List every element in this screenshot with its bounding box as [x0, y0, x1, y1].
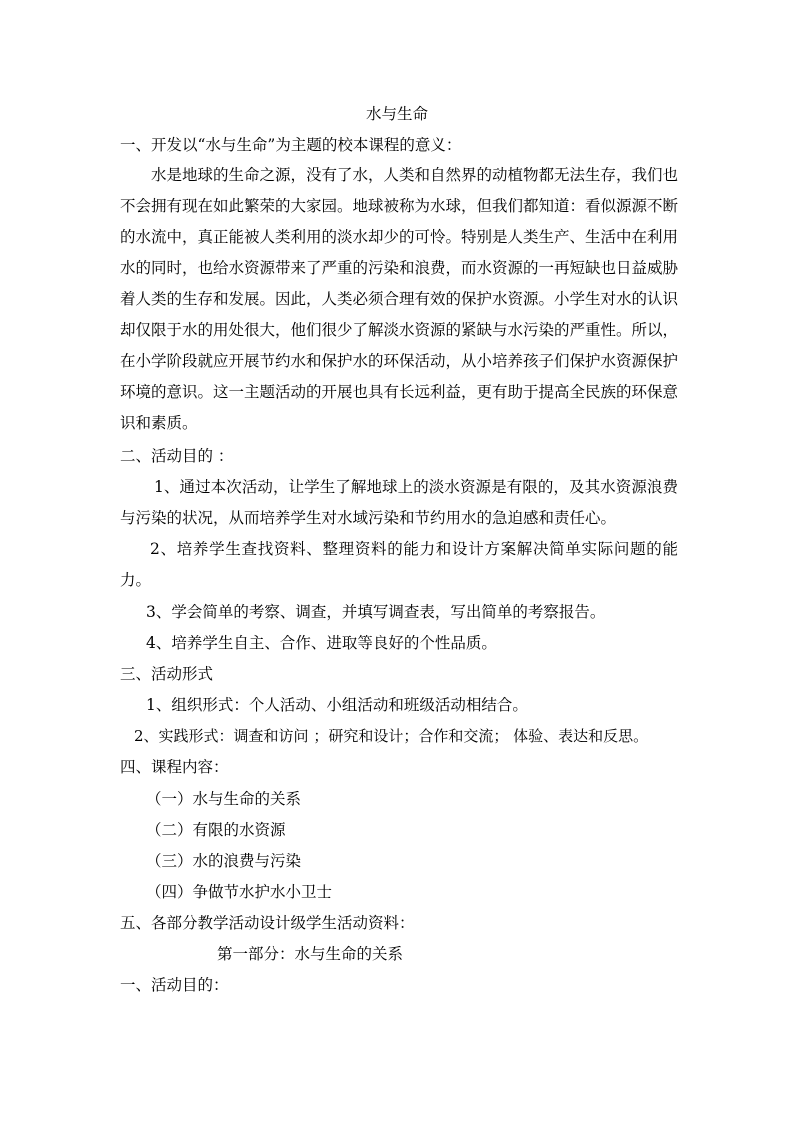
section-1-paragraph: 水是地球的生命之源，没有了水，人类和自然界的动植物都无法生存，我们也不会拥有现在如此繁荣的大家园。地球被称为水球，但我们都知道：看似源源不断的水流中，真正能被人类利用的淡水却少的可怜。特别是人类生产、生活中在利用水的同时，也给水资源带来了严重的污染和浪费，而水资源的一再短缺也日益威胁着人类的生存和发展。因此，人类必须合理有效的保护水资源。小学生对水的认识却仅限于水的用处很大，他们很少了解淡水资源的紧缺与水污染的严重性。所以，在小学阶段就应开展节约水和保护水的环保活动，从小培养孩子们保护水资源保护环境的意识。这一主题活动的开展也具有长远利益，更有助于提高全民族的环保意识和素质。 [120, 166, 679, 432]
section-4-item-2: （二）有限的水资源 [146, 821, 286, 839]
section-5-heading: 五、各部分教学活动设计级学生活动资料： [120, 914, 415, 932]
section-4-item-4: （四）争做节水护水小卫士 [146, 883, 333, 901]
section-4-item-3: （三）水的浪费与污染 [146, 852, 302, 870]
part-1-heading: 一、活动目的： [120, 976, 229, 994]
document-title: 水与生命 [365, 105, 428, 123]
section-2-item-3: 3、学会简单的考察、调查，并填写调查表，写出简单的考察报告。 [146, 603, 606, 621]
section-2-item-4: 4、培养学生自主、合作、进取等良好的个性品质。 [146, 634, 497, 652]
section-3-heading: 三、活动形式 [120, 665, 214, 683]
section-3-item-1: 1、组织形式：个人活动、小组活动和班级活动相结合。 [146, 696, 528, 714]
section-2-item-2: 2、培养学生查找资料、整理资料的能力和设计方案解决简单实际问题的能力。 [120, 540, 678, 589]
section-4-item-1: （一）水与生命的关系 [146, 790, 302, 808]
section-3-item-2: 2、实践形式：调查和访问 ；研究和设计；合作和交流； 体验、表达和反思。 [134, 727, 649, 745]
section-4-heading: 四、课程内容： [120, 758, 229, 776]
section-2-heading: 二、活动目的 ： [120, 447, 234, 465]
part-1-title: 第一部分：水与生命的关系 [217, 945, 404, 963]
section-1-heading: 一、开发以“水与生命”为主题的校本课程的意义： [120, 136, 462, 154]
section-2-item-1: 1、通过本次活动，让学生了解地球上的淡水资源是有限的，及其水资源浪费与污染的状况，从而培养学生对水域污染和节约用水的急迫感和责任心。 [120, 478, 678, 527]
